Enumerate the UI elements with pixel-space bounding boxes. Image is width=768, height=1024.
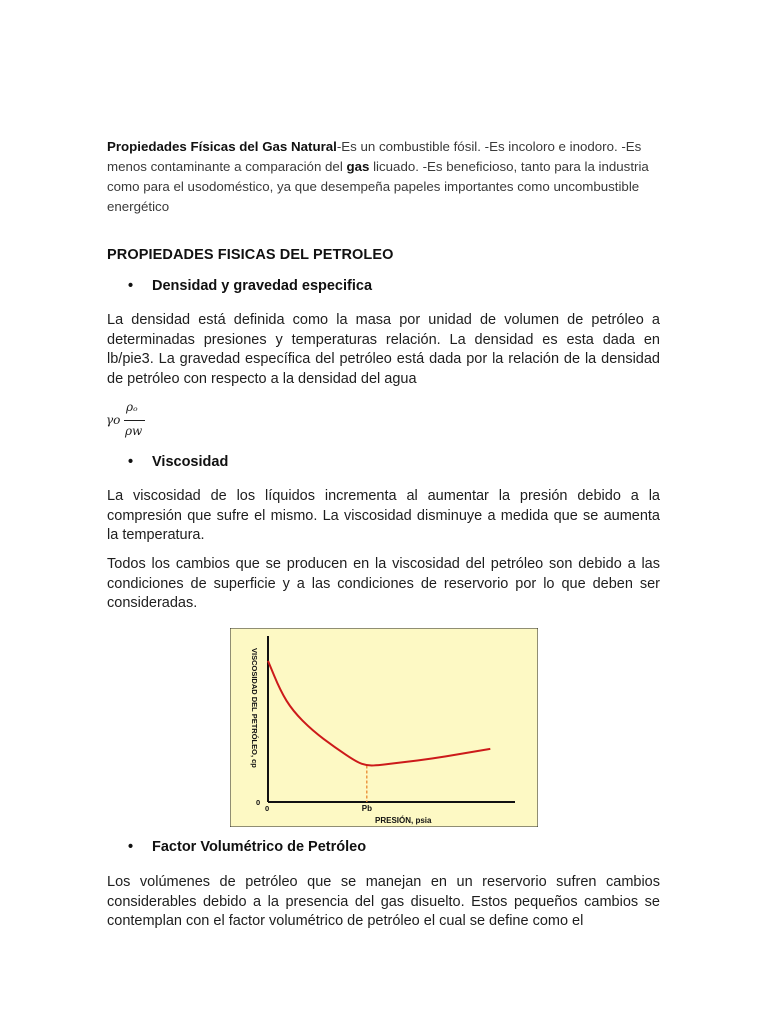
formula-denominator: ρw xyxy=(125,424,143,438)
paragraph-factor: Los volúmenes de petróleo que se manejan en un reservorio sufren cambios considerables debido a la presencia del gas disuelto. Estos pequeños cambios se contemplan con el factor volumétrico de petróleo el cual se define como el xyxy=(107,874,660,929)
chart-background xyxy=(230,628,538,827)
section-heading: PROPIEDADES FISICAS DEL PETROLEO xyxy=(107,247,394,263)
bullet-label: Viscosidad xyxy=(152,454,229,470)
formula-numerator: ρₒ xyxy=(126,400,138,414)
formula-lhs: γo xyxy=(106,413,121,427)
intro-text-2: licuado. -Es beneficioso, tanto para la industria como para el usodoméstico, ya que desempeña papeles importantes como uncombustible energético xyxy=(107,159,649,214)
bullet-label: Factor Volumétrico de Petróleo xyxy=(152,839,367,855)
bullet-icon: • xyxy=(128,278,134,294)
bullet-icon: • xyxy=(128,839,134,855)
paragraph-densidad: La densidad está definida como la masa por unidad de volumen de petróleo a determinadas presiones y temperaturas relación. La densidad es esta dada en lb/pie3. La gravedad específica del petróleo está dada por la relación de la densidad de petróleo con respecto a la densidad del agua xyxy=(107,312,660,387)
x-axis-label: PRESIÓN, psia xyxy=(375,816,432,825)
intro-text-1: -Es un combustible fósil. -Es incoloro e inodoro. -Es menos contaminante a comparación del xyxy=(107,139,642,174)
paragraph-viscosidad-2: Todos los cambios que se producen en la viscosidad del petróleo son debido a las condiciones de superficie y a las condiciones de reservorio por lo que deben ser consideradas. xyxy=(107,556,660,611)
fraction-bar xyxy=(124,420,145,421)
bullet-icon: • xyxy=(128,454,134,470)
intro-paragraph xyxy=(107,137,667,217)
bullet-label: Densidad y gravedad especifica xyxy=(152,278,373,294)
bullet-factor-volumetrico xyxy=(128,839,366,855)
bullet-viscosidad xyxy=(128,454,228,470)
intro-bold-gas: gas xyxy=(346,159,370,174)
y-axis-label: VISCOSIDAD DEL PETRÓLEO, cp xyxy=(250,648,259,768)
paragraph-viscosidad-1: La viscosidad de los líquidos incrementa al aumentar la presión debido a la compresión que sufre el mismo. La viscosidad disminuye a medida que se aumenta la temperatura. xyxy=(107,488,660,543)
viscosity-chart xyxy=(230,628,538,827)
x-tick-0: 0 xyxy=(265,804,270,813)
y-tick-0: 0 xyxy=(256,798,261,807)
intro-bold-title: Propiedades Físicas del Gas Natural xyxy=(107,139,337,154)
x-tick-pb: Pb xyxy=(361,804,373,813)
bullet-densidad xyxy=(128,278,372,294)
specific-gravity-formula xyxy=(106,400,166,442)
